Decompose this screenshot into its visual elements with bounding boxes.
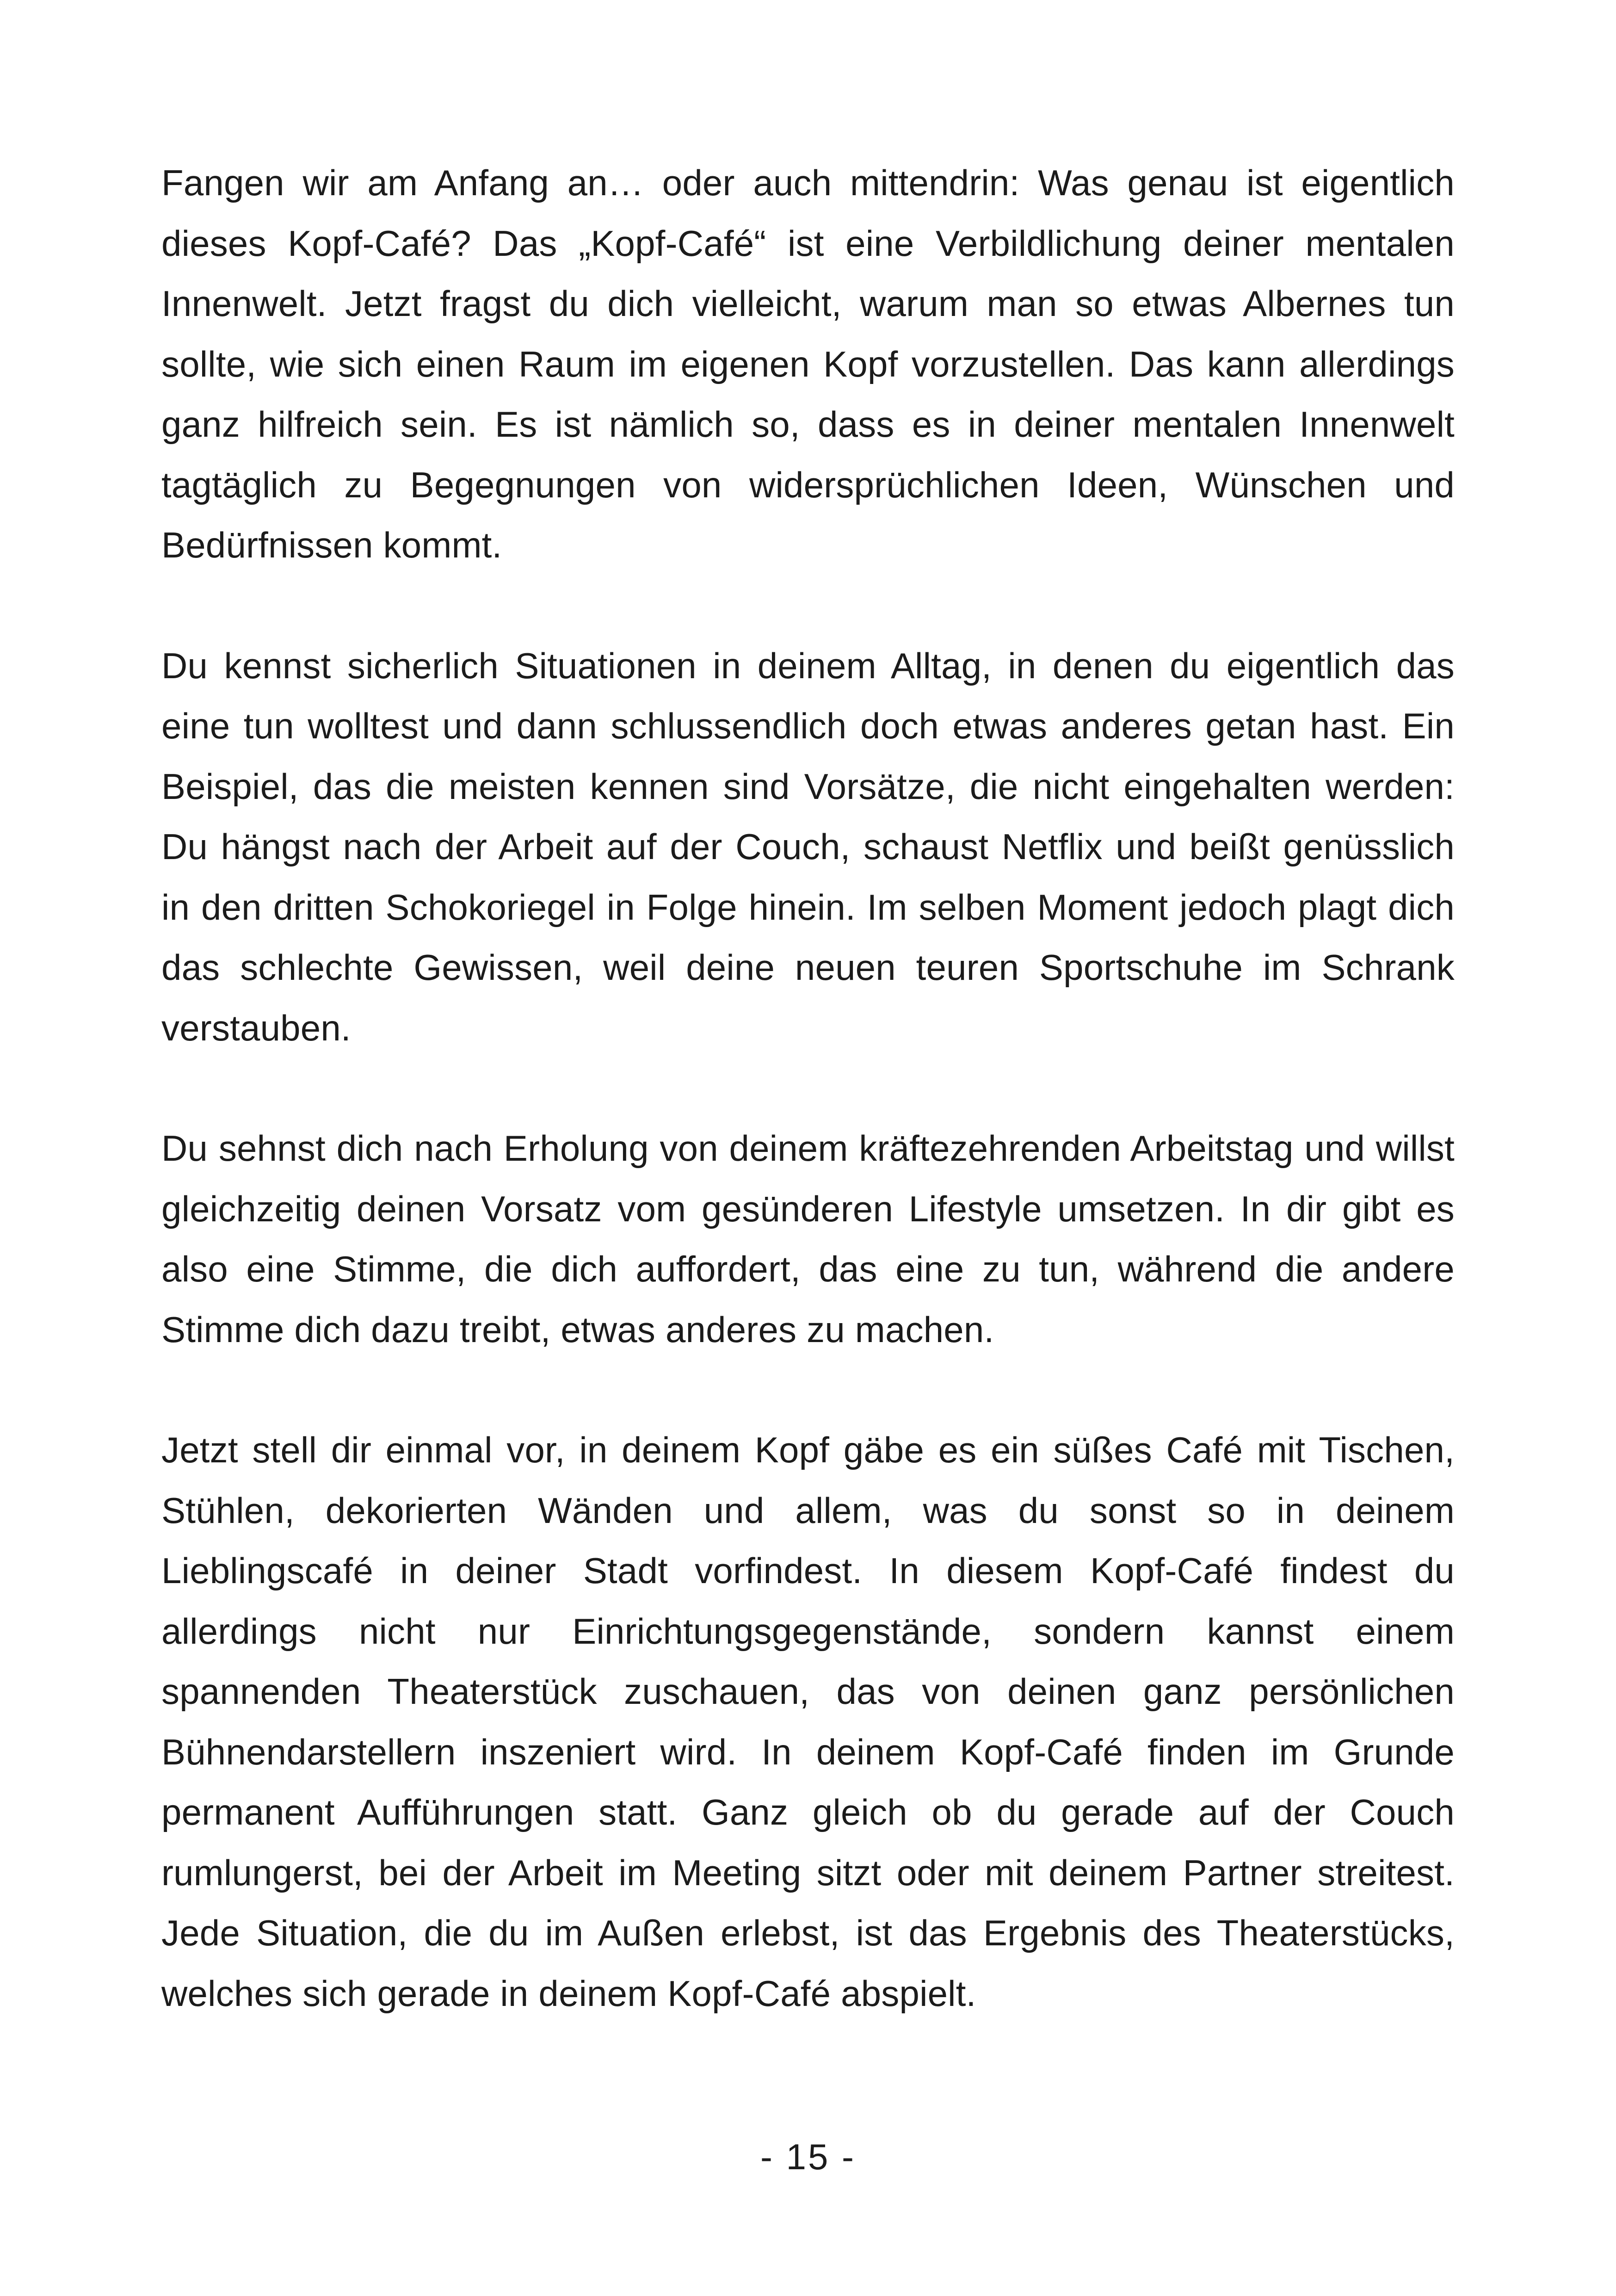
body-text [161, 153, 1455, 2024]
paragraph-4: Jetzt stell dir einmal vor, in deinem Kopf gäbe es ein süßes Café mit Tischen, Stühlen, dekorierten Wänden und allem, was du sonst so in deinem Lieblingscafé in deiner Stadt vorfindest. In diesem Kopf-Café findest du allerdings nicht nur Einrichtungsgegenstände, sondern kannst einem spannenden Theaterstück zuschauen, das von deinen ganz persönlichen Bühnendarstellern inszeniert wird. In deinem Kopf-Café finden im Grunde permanent Aufführungen statt. Ganz gleich ob du gerade auf der Couch rumlungerst, bei der Arbeit im Meeting sitzt oder mit deinem Partner streitest. Jede Situation, die du im Außen erlebst, ist das Ergebnis des Theaterstücks, welches sich gerade in deinem Kopf-Café abspielt. [161, 1430, 1455, 2014]
paragraph-1: Fangen wir am Anfang an… oder auch mittendrin: Was genau ist eigentlich dieses Kopf-Café? Das „Kopf-Café“ ist eine Verbildlichung deiner mentalen Innenwelt. Jetzt fragst du dich vielleicht, warum man so etwas Albernes tun sollte, wie sich einen Raum im eigenen Kopf vorzustellen. Das kann allerdings ganz hilfreich sein. Es ist nämlich so, dass es in deiner mentalen Innenwelt tagtäglich zu Begegnungen von widersprüchlichen Ideen, Wünschen und Bedürfnissen kommt. [161, 162, 1455, 565]
paragraph-2: Du kennst sicherlich Situationen in deinem Alltag, in denen du eigentlich das eine tun wolltest und dann schlussendlich doch etwas anderes getan hast. Ein Beispiel, das die meisten kennen sind Vorsätze, die nicht eingehalten werden: Du hängst nach der Arbeit auf der Couch, schaust Netflix und beißt genüsslich in den dritten Schokoriegel in Folge hinein. Im selben Moment jedoch plagt dich das schlechte Gewissen, weil deine neuen teuren Sportschuhe im Schrank verstauben. [161, 645, 1455, 1048]
page-number: - 15 - [760, 2136, 856, 2177]
paragraph-3: Du sehnst dich nach Erholung von deinem kräftezehrenden Arbeitstag und willst gleichzeitig deinen Vorsatz vom gesünderen Lifestyle umsetzen. In dir gibt es also eine Stimme, die dich auffordert, das eine zu tun, während die andere Stimme dich dazu treibt, etwas anderes zu machen. [161, 1128, 1455, 1350]
